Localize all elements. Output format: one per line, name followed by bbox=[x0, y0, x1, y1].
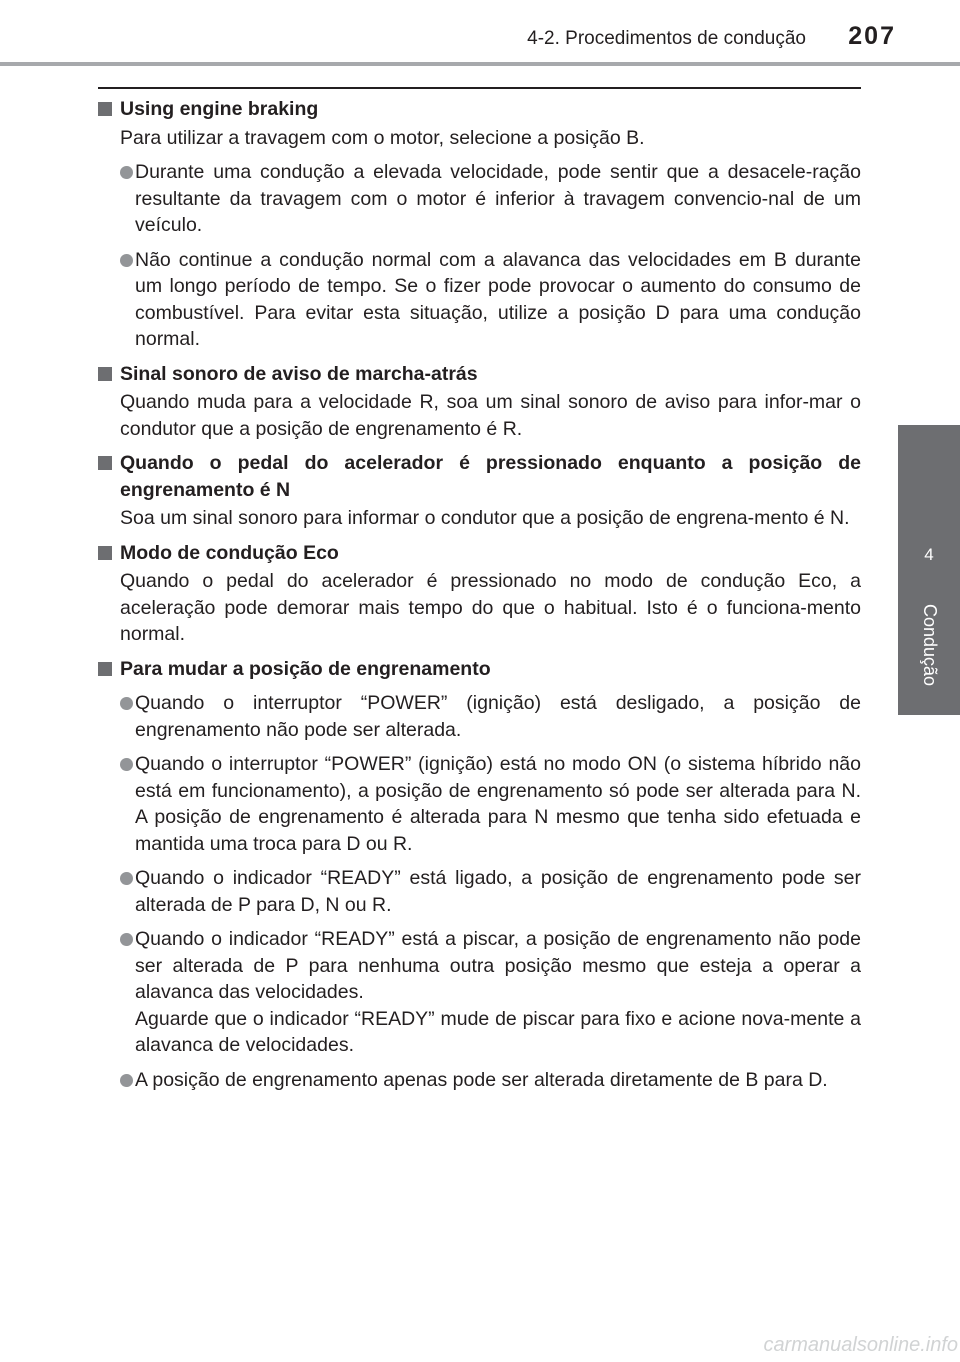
section-heading bbox=[98, 450, 861, 503]
section-engine-braking bbox=[98, 96, 861, 353]
square-bullet-icon bbox=[98, 367, 112, 381]
list-item-text: Não continue a condução normal com a alavanca das velocidades em B durante um longo período de tempo. Se o fizer pode provocar o aumento do consumo de combustível. Para evitar esta situação, utilize a posição D para uma condução normal. bbox=[135, 248, 861, 350]
section-heading-text: Sinal sonoro de aviso de marcha-atrás bbox=[120, 362, 478, 385]
round-bullet-icon bbox=[120, 758, 133, 771]
round-bullet-icon bbox=[120, 1074, 133, 1087]
round-bullet-icon bbox=[120, 697, 133, 710]
list-item-text: Quando o interruptor “POWER” (ignição) está no modo ON (o sistema híbrido não está em funcionamento), a posição de engrenamento só pode ser alterada para N. A posição de engrenamento é alterada para N mesmo que tenha sido efetuada e mantida uma troca para D ou R. bbox=[135, 753, 861, 855]
section-heading bbox=[98, 361, 861, 388]
square-bullet-icon bbox=[98, 456, 112, 470]
section-heading-text: Para mudar a posição de engrenamento bbox=[120, 657, 491, 680]
list-item-text: Durante uma condução a elevada velocidade, pode sentir que a desacele-ração resultante da travagem com o motor é inferior à travagem convencio-nal de um veículo. bbox=[135, 161, 861, 236]
square-bullet-icon bbox=[98, 102, 112, 116]
list-item-note: Aguarde que o indicador “READY” mude de piscar para fixo e acione nova-mente a alavanca de velocidades. bbox=[135, 1007, 861, 1056]
header-divider bbox=[0, 62, 960, 66]
header-section-title: 4-2. Procedimentos de condução bbox=[527, 28, 806, 49]
section-heading bbox=[98, 656, 861, 683]
round-bullet-icon bbox=[120, 933, 133, 946]
section-paragraph: Para utilizar a travagem com o motor, selecione a posição B. bbox=[120, 126, 645, 149]
round-bullet-icon bbox=[120, 166, 133, 179]
list-item bbox=[98, 751, 861, 857]
list-item bbox=[98, 159, 861, 239]
section-paragraph: Soa um sinal sonoro para informar o condutor que a posição de engrena-mento é N. bbox=[120, 507, 850, 529]
section-change-gear bbox=[98, 656, 861, 1094]
section-heading bbox=[98, 540, 861, 567]
round-bullet-icon bbox=[120, 254, 133, 267]
list-item-text: Quando o interruptor “POWER” (ignição) está desligado, a posição de engrenamento não pode ser alterada. bbox=[135, 692, 861, 741]
list-item bbox=[98, 690, 861, 743]
list-item-text: Quando o indicador “READY” está ligado, a posição de engrenamento pode ser alterada de P para D, N ou R. bbox=[135, 867, 861, 916]
chapter-number: 4 bbox=[924, 545, 934, 564]
section-reverse-warning bbox=[98, 361, 861, 443]
content-top-rule bbox=[98, 87, 861, 89]
list-item bbox=[98, 926, 861, 1006]
section-heading-text: Quando o pedal do acelerador é pressionado enquanto a posição de engrenamento é N bbox=[120, 452, 861, 501]
square-bullet-icon bbox=[98, 546, 112, 560]
section-paragraph: Quando o pedal do acelerador é pressionado no modo de condução Eco, a aceleração pode demorar mais tempo do que o habitual. Isto é o funciona-mento normal. bbox=[120, 570, 861, 645]
list-item bbox=[98, 1067, 861, 1094]
section-heading-text: Modo de condução Eco bbox=[120, 541, 339, 564]
list-item bbox=[98, 865, 861, 918]
list-item bbox=[98, 247, 861, 353]
list-item-text: Quando o indicador “READY” está a piscar, a posição de engrenamento não pode ser alterada de P para nenhuma outra posição mesmo que esteja a operar a alavanca das velocidades. bbox=[135, 928, 861, 1003]
section-heading bbox=[98, 96, 861, 123]
section-heading-text: Using engine braking bbox=[120, 98, 319, 120]
page-content bbox=[98, 96, 861, 1101]
list-item-text: A posição de engrenamento apenas pode ser alterada diretamente de B para D. bbox=[135, 1068, 828, 1091]
round-bullet-icon bbox=[120, 872, 133, 885]
square-bullet-icon bbox=[98, 662, 112, 676]
section-paragraph: Quando muda para a velocidade R, soa um sinal sonoro de aviso para infor-mar o condutor que a posição de engrenamento é R. bbox=[120, 391, 861, 440]
chapter-label: Condução bbox=[920, 604, 940, 687]
watermark: carmanualsonline.info bbox=[763, 1334, 958, 1356]
section-accelerator-n bbox=[98, 450, 861, 532]
page-number: 207 bbox=[848, 22, 896, 50]
section-eco-mode bbox=[98, 540, 861, 648]
